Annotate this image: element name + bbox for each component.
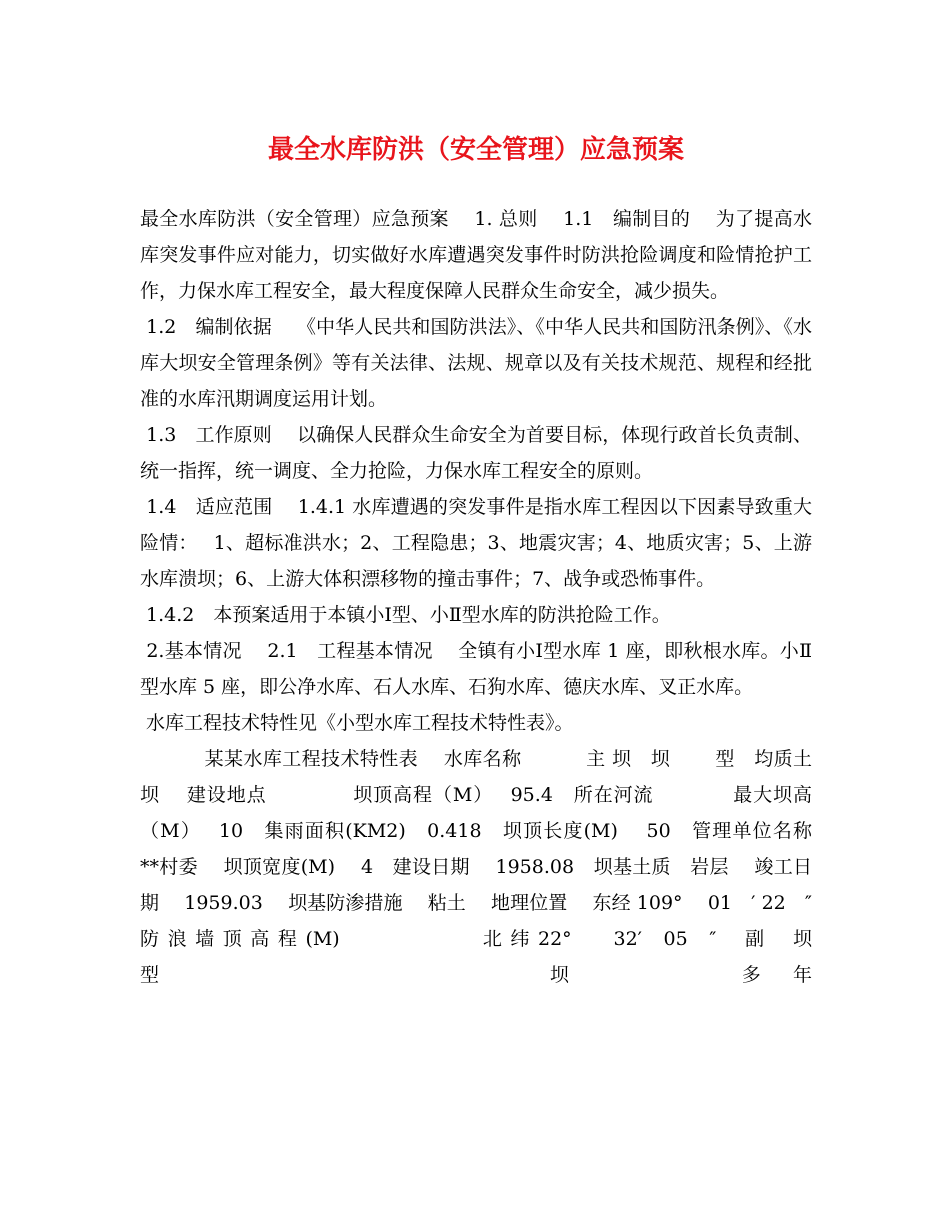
paragraph: 最全水库防洪（安全管理）应急预案 1. 总则 1.1 编制目的 为了提高水库突发事件应对能力，切实做好水库遭遇突发事件时防洪抢险调度和险情抢护工作，力保水库工程安全，最大程度保障人民群众生命安全，减少损失。: [140, 208, 812, 302]
document-body: [140, 201, 889, 993]
paragraph: 水库工程技术特性见《小型水库工程技术特性表》。: [140, 712, 574, 734]
paragraph: 1.3 工作原则 以确保人民群众生命安全为首要目标，体现行政首长负责制、统一指挥，统一调度、全力抢险，力保水库工程安全的原则。: [140, 424, 812, 482]
paragraph: 2.基本情况 2.1 工程基本情况 全镇有小Ⅰ型水库 1 座，即秋根水库。小Ⅱ型水库 5 座，即公净水库、石人水库、石狗水库、德庆水库、叉正水库。: [140, 640, 812, 698]
paragraph: 1.4.2 本预案适用于本镇小Ⅰ型、小Ⅱ型水库的防洪抢险工作。: [140, 604, 671, 626]
paragraph: 1.4 适应范围 1.4.1 水库遭遇的突发事件是指水库工程因以下因素导致重大险情： 1、超标准洪水；2、工程隐患；3、地震灾害；4、地质灾害；5、上游水库溃坝；6、上游大体积漂移物的撞击事件；7、战争或恐怖事件。: [140, 496, 812, 590]
document-title: 最全水库防洪（安全管理）应急预案: [267, 135, 684, 165]
paragraph: 1.2 编制依据 《中华人民共和国防洪法》、《中华人民共和国防汛条例》、《水库大坝安全管理条例》等有关法律、法规、规章以及有关技术规范、规程和经批准的水库汛期调度运用计划。: [140, 316, 812, 410]
reservoir-spec-table-text: 某某水库工程技术特性表 水库名称 主 坝 坝 型 均质土坝 建设地点 坝顶高程（M） 95.4 所在河流 最大坝高（M） 10 集雨面积(KM2) 0.418 坝顶长度(M) 50 管理单位名称 **村委 坝顶宽度(M) 4 建设日期 1958.08 坝基土质 岩层 竣工日期 1959.03 坝基防渗措施 粘土 地理位置 东经 109° 01 ′ 22 ″ 防 浪 墙 顶 高 程 (M) 北 纬 22° 32′ 05 ″ 副 坝 型 坝 多年: [140, 748, 889, 986]
